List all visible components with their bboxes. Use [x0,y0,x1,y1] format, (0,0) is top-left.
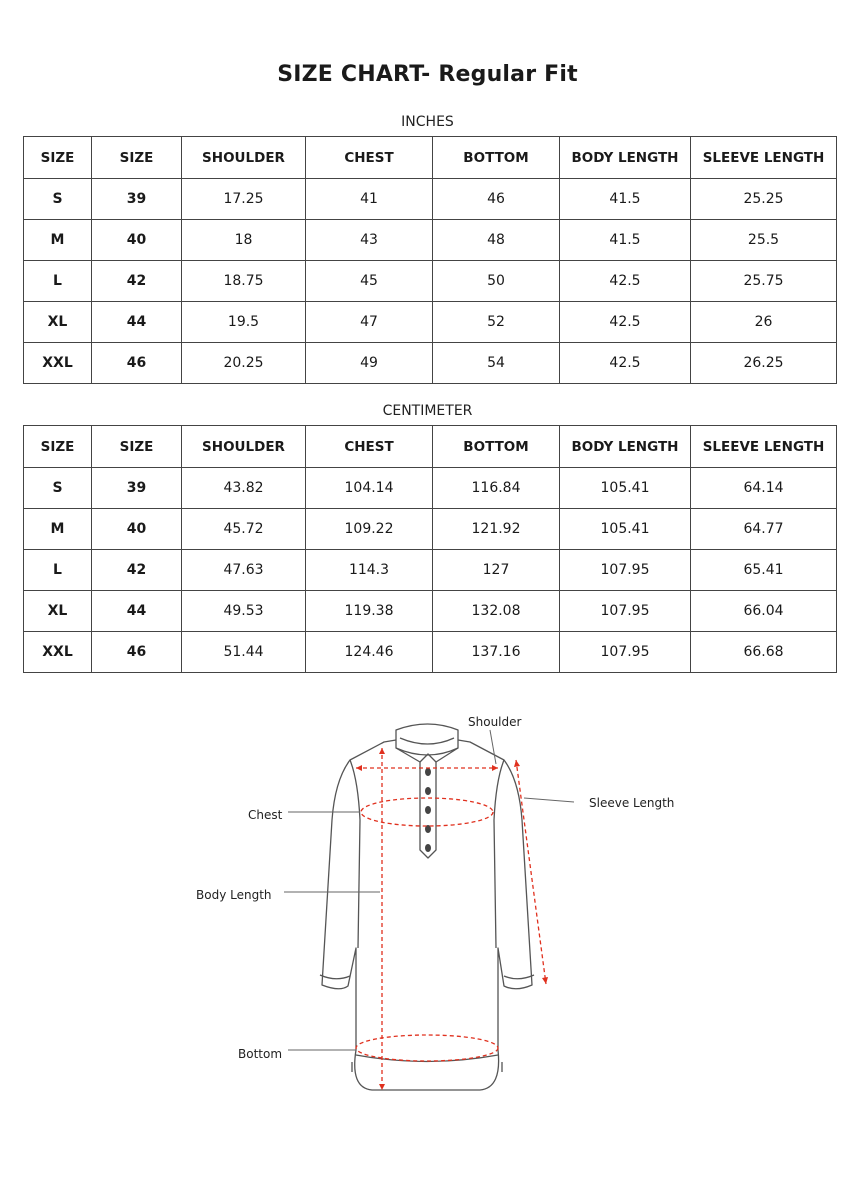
cell-sleeve-length: 26.25 [691,343,837,384]
measurement-lines [356,748,546,1090]
cell-size-number: 46 [92,343,182,384]
cell-bottom: 132.08 [433,591,560,632]
neck-opening [396,748,458,762]
button [425,806,431,814]
cell-body-length: 105.41 [560,468,691,509]
cell-chest: 124.46 [306,632,433,673]
cell-bottom: 50 [433,261,560,302]
arrowhead [356,765,362,771]
cell-chest: 114.3 [306,550,433,591]
right-sleeve-seam [494,760,504,948]
table-row [24,261,837,302]
cell-chest: 104.14 [306,468,433,509]
header-size-label: SIZE [24,426,92,468]
buttons [425,768,431,852]
sleeve-length-measure-line [516,760,546,984]
cell-chest: 43 [306,220,433,261]
header-sleeve-length: SLEEVE LENGTH [691,426,837,468]
cell-shoulder: 18.75 [182,261,306,302]
cell-body-length: 42.5 [560,302,691,343]
cell-bottom: 46 [433,179,560,220]
header-chest: CHEST [306,137,433,179]
inches-table-body [24,179,837,384]
header-size-number: SIZE [92,137,182,179]
cell-shoulder: 51.44 [182,632,306,673]
arrowhead [542,977,548,984]
button [425,768,431,776]
cell-size-number: 39 [92,179,182,220]
table-row [24,468,837,509]
cell-bottom: 48 [433,220,560,261]
arrowhead [492,765,498,771]
cell-size-label: XXL [24,343,92,384]
bottom-measure-ellipse [356,1035,498,1061]
cell-bottom: 137.16 [433,632,560,673]
table-row [24,509,837,550]
cell-size-label: XL [24,591,92,632]
header-size-label: SIZE [24,137,92,179]
arrowhead [379,748,385,754]
cell-body-length: 41.5 [560,220,691,261]
cell-bottom: 116.84 [433,468,560,509]
header-bottom: BOTTOM [433,426,560,468]
cell-shoulder: 18 [182,220,306,261]
bottom-label: Bottom [238,1047,283,1061]
cell-shoulder: 43.82 [182,468,306,509]
cell-bottom: 52 [433,302,560,343]
button [425,787,431,795]
table-row [24,632,837,673]
cell-bottom: 54 [433,343,560,384]
cell-shoulder: 17.25 [182,179,306,220]
sleeve-length-leader [524,798,574,802]
header-size-number: SIZE [92,426,182,468]
cell-sleeve-length: 25.5 [691,220,837,261]
right-cuff [504,975,534,979]
arrowhead [514,760,520,767]
cell-size-number: 42 [92,261,182,302]
body-length-label: Body Length [196,888,272,902]
inches-caption: INCHES [401,114,454,130]
cell-size-label: XXL [24,632,92,673]
chest-label: Chest [248,808,283,822]
cell-size-label: M [24,220,92,261]
cell-shoulder: 19.5 [182,302,306,343]
table-row [24,343,837,384]
cell-chest: 41 [306,179,433,220]
shoulder-label: Shoulder [468,715,522,729]
table-row [24,179,837,220]
cell-size-label: M [24,509,92,550]
header-body-length: BODY LENGTH [560,426,691,468]
cell-size-number: 39 [92,468,182,509]
cell-sleeve-length: 64.77 [691,509,837,550]
cell-body-length: 41.5 [560,179,691,220]
cell-chest: 47 [306,302,433,343]
arrowhead [379,1084,385,1090]
cell-size-label: L [24,261,92,302]
header-chest: CHEST [306,426,433,468]
shoulder-leader [490,730,496,764]
centimeter-caption: CENTIMETER [382,403,473,419]
cell-sleeve-length: 25.75 [691,261,837,302]
cell-size-number: 42 [92,550,182,591]
cell-size-number: 40 [92,509,182,550]
table-row [24,220,837,261]
table-row [24,591,837,632]
cell-chest: 119.38 [306,591,433,632]
cell-chest: 45 [306,261,433,302]
header-shoulder: SHOULDER [182,137,306,179]
button [425,844,431,852]
collar-inner-line [400,738,454,744]
cell-size-label: L [24,550,92,591]
centimeter-table-body [24,468,837,673]
cell-sleeve-length: 26 [691,302,837,343]
cell-body-length: 107.95 [560,591,691,632]
cell-size-number: 40 [92,220,182,261]
cell-sleeve-length: 66.04 [691,591,837,632]
cell-bottom: 121.92 [433,509,560,550]
cell-sleeve-length: 65.41 [691,550,837,591]
cell-sleeve-length: 64.14 [691,468,837,509]
left-sleeve-seam [350,760,360,948]
cell-body-length: 105.41 [560,509,691,550]
sleeve-length-label: Sleeve Length [589,796,675,810]
cell-size-label: XL [24,302,92,343]
cell-shoulder: 45.72 [182,509,306,550]
left-cuff [320,975,350,979]
cell-size-number: 44 [92,591,182,632]
cell-chest: 109.22 [306,509,433,550]
page-title: SIZE CHART- Regular Fit [277,62,578,87]
centimeter-header-row [24,426,837,468]
cell-size-label: S [24,179,92,220]
cell-sleeve-length: 66.68 [691,632,837,673]
cell-body-length: 42.5 [560,343,691,384]
inches-table [23,136,837,384]
centimeter-table [23,425,837,673]
cell-body-length: 107.95 [560,550,691,591]
header-body-length: BODY LENGTH [560,137,691,179]
cell-chest: 49 [306,343,433,384]
cell-body-length: 42.5 [560,261,691,302]
kurta-outline [320,724,534,1090]
header-sleeve-length: SLEEVE LENGTH [691,137,837,179]
cell-body-length: 107.95 [560,632,691,673]
inches-header-row [24,137,837,179]
header-shoulder: SHOULDER [182,426,306,468]
cell-size-number: 44 [92,302,182,343]
cell-size-number: 46 [92,632,182,673]
table-row [24,550,837,591]
cell-size-label: S [24,468,92,509]
cell-bottom: 127 [433,550,560,591]
header-bottom: BOTTOM [433,137,560,179]
cell-shoulder: 49.53 [182,591,306,632]
cell-shoulder: 47.63 [182,550,306,591]
kurta-measurement-diagram [0,690,855,1110]
table-row [24,302,837,343]
cell-sleeve-length: 25.25 [691,179,837,220]
cell-shoulder: 20.25 [182,343,306,384]
